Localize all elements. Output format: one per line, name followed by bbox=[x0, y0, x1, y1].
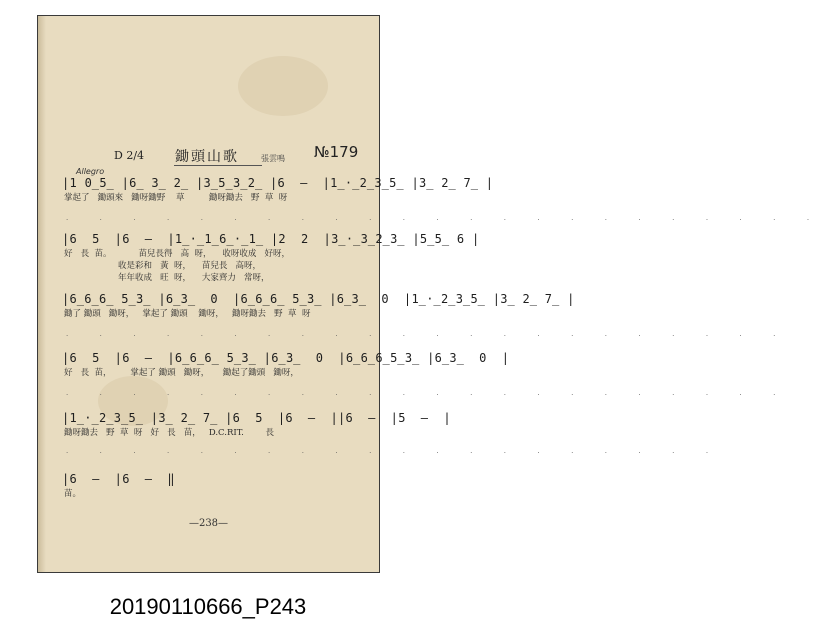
notation-line: |1̲·̲2̲3̲5̲ |3̲ 2̲ 7̲ |6 5 |6 — ||6 — |5 — | bbox=[62, 411, 451, 425]
lyric-line: 好 長 苗。 苗兒長得 高 呀， 收呀收成 好呀， bbox=[64, 249, 290, 259]
tempo-marking: Allegro bbox=[76, 167, 105, 176]
key-signature: D 2/4 bbox=[114, 149, 145, 162]
image-caption: 20190110666_P243 bbox=[109, 594, 307, 619]
dot-row: · · · · · · · · · · · · · · · · · · · · · · · bbox=[66, 216, 818, 224]
page-number: —238— bbox=[188, 518, 229, 529]
lyric-line: 苗。 bbox=[64, 489, 82, 499]
notation-line: |6̲6̲6̲ 5̲3̲ |6̲3̲ 0 |6̲6̲6̲ 5̲3̲ |6̲3̲ 0 |1̲·̲2̲3̲5̲ |3̲ 2̲ 7̲ | bbox=[62, 292, 575, 306]
page-binding-shadow bbox=[38, 16, 46, 572]
song-title: 鋤頭山歌 bbox=[175, 149, 239, 165]
lyric-line: 好 長 苗， 掌起了 鋤頭 鋤呀， 鋤起了鋤頭 鋤呀， bbox=[64, 368, 299, 378]
paper-stain bbox=[238, 56, 328, 116]
dot-row: · · · · · · · · · · · · · · · · · · · · · · bbox=[66, 391, 785, 399]
dot-row: · · · · · · · · · · · · · · · · · · · · · · bbox=[66, 332, 785, 340]
score-page bbox=[37, 15, 818, 573]
lyric-line: 掌起了 鋤頭來 鋤呀鋤野 草 鋤呀鋤去 野 草 呀 bbox=[64, 193, 288, 203]
lyric-line: 年年收成 旺 呀， 大家齊力 常呀， bbox=[64, 273, 270, 283]
title-underline bbox=[174, 165, 262, 166]
lyric-line: 鋤了 鋤頭 鋤呀， 掌起了 鋤頭 鋤呀， 鋤呀鋤去 野 草 呀 bbox=[64, 309, 311, 319]
dot-row: · · · · · · · · · · · · · · · · · · · · bbox=[66, 449, 718, 457]
lyric-line: 鋤呀鋤去 野 草 呀 好 長 苗， D.C.RIT. 長 bbox=[64, 428, 274, 438]
lyric-line: 收是彩和 黃 呀， 苗兒長 高呀， bbox=[64, 261, 261, 271]
notation-line: |6 5 |6 — |1̲·̲1̲6̲·̲1̲ |2 2 |3̲·̲3̲2̲3̲ |5̲5̲ 6 | bbox=[62, 232, 480, 246]
song-number: №179 bbox=[314, 143, 359, 161]
song-author: 張雲鳴 bbox=[261, 154, 285, 163]
notation-line: |1 ⁠0̲5̲ |6̲ 3̲ 2̲ |3̲5̲3̲2̲ |6 — |1̲·̲2̲3̲5̲ |3̲ 2̲ 7̲ | bbox=[62, 176, 494, 190]
notation-line: |6 — |6 — ‖ bbox=[62, 472, 175, 486]
notation-line: |6 5 |6 — |6̲6̲6̲ 5̲3̲ |6̲3̲ 0 |6̲6̲6̲5̲3̲ |6̲3̲ 0 | bbox=[62, 351, 510, 365]
